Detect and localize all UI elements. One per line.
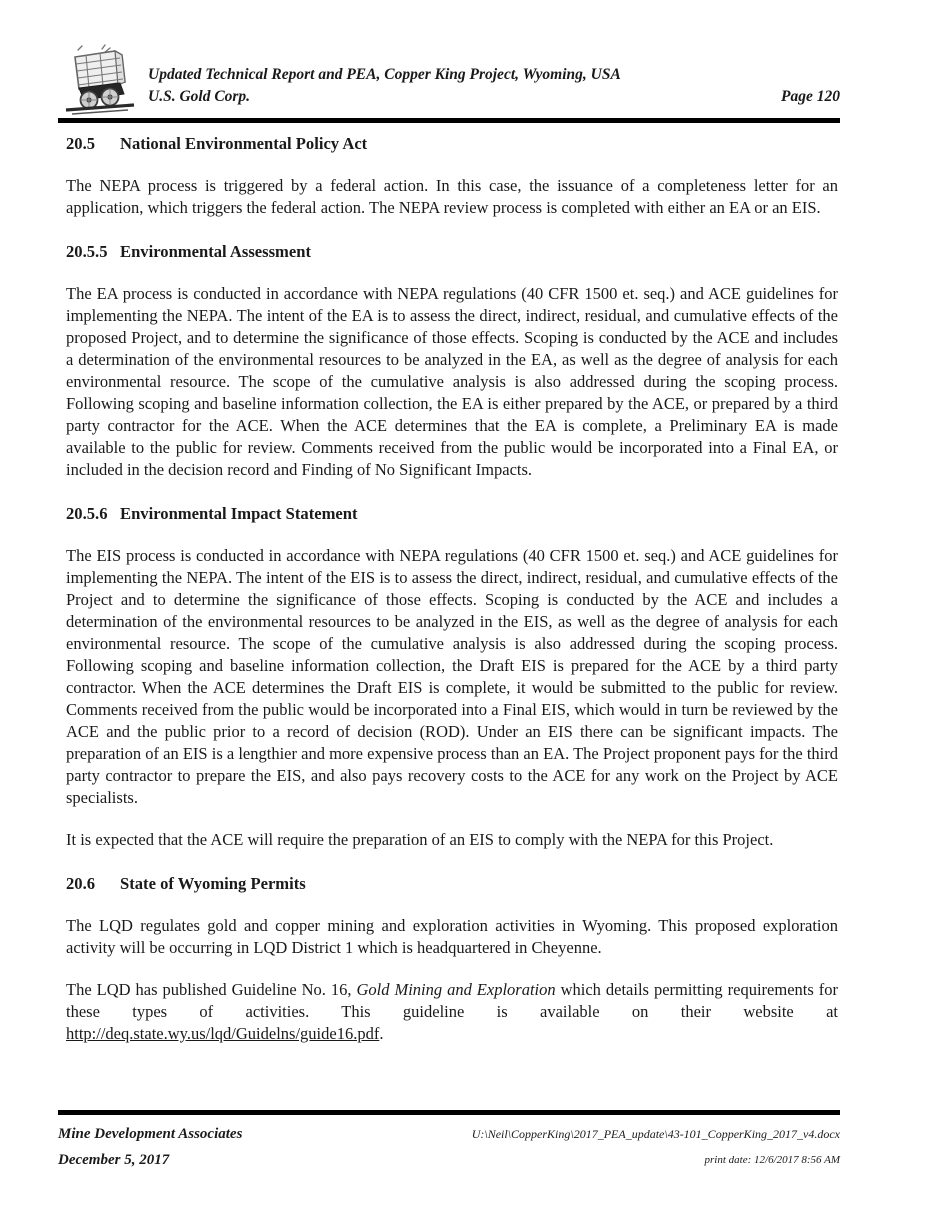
footer-print-date: print date: 12/6/2017 8:56 AM bbox=[704, 1154, 840, 1166]
section-number: 20.5.5 bbox=[66, 242, 108, 261]
page-footer bbox=[58, 1110, 840, 1173]
section-number: 20.5 bbox=[66, 134, 96, 153]
page-header bbox=[58, 44, 840, 123]
company-name: U.S. Gold Corp. bbox=[148, 88, 251, 105]
footer-file-path: U:\Neil\CopperKing\2017_PEA_update\43-101_CopperKing_2017_v4.docx bbox=[471, 1127, 840, 1141]
section-title: State of Wyoming Permits bbox=[120, 874, 306, 893]
paragraph-eis-expectation: It is expected that the ACE will require the preparation of an EIS to comply with the NEPA for this Project. bbox=[66, 830, 774, 849]
document-body bbox=[66, 124, 838, 1045]
section-number: 20.6 bbox=[66, 874, 96, 893]
guideline-text-prefix: The LQD has published Guideline No. 16, bbox=[66, 980, 357, 999]
paragraph-nepa-intro: The NEPA process is triggered by a federal action. In this case, the issuance of a completeness letter for an application, which triggers the federal action. The NEPA review process is completed with either an EA or an EIS. bbox=[66, 176, 838, 217]
paragraph-environmental-impact-statement: The EIS process is conducted in accordance with NEPA regulations (40 CFR 1500 et. seq.) and ACE guidelines for implementing the NEPA. The intent of the EIS is to assess the direct, indirect, residual, and cumulative effects of the Project and to determine the significance of those effects. Scoping is conducted by the ACE and includes a determination of the environmental resources to be analyzed in the EIS, as well as the degree of analysis for each environmental resource. The scope of the cumulative analysis is also addressed during the scoping process. Following scoping and baseline information collection, the Draft EIS is prepared for the ACE by a third party contractor. When the ACE determines the Draft EIS is complete, it would be submitted to the public for review. Comments received from the public would be incorporated into a Final EIS, which would in turn be reviewed by the ACE and the public prior to a record of decision (ROD). Under an EIS there can be significant impacts. The preparation of an EIS is a lengthier and more expensive process than an EA. The Project proponent pays for the third party contractor to prepare the EIS, and also pays recovery costs to the ACE for any work on the Project by ACE specialists. bbox=[66, 546, 838, 807]
mine-cart-logo-icon bbox=[58, 44, 140, 116]
guideline-text-middle: which details permitting requirements for these types of activities. This guideline is available on their website at bbox=[66, 980, 838, 1021]
paragraph-lqd-regulation: The LQD regulates gold and copper mining and exploration activities in Wyoming. This proposed exploration activity will be occurring in LQD District 1 which is headquartered in Cheyenne. bbox=[66, 916, 838, 957]
header-rule bbox=[58, 118, 840, 123]
footer-company: Mine Development Associates bbox=[58, 1126, 243, 1142]
section-heading-20-5-5 bbox=[66, 241, 838, 263]
footer-date: December 5, 2017 bbox=[58, 1152, 170, 1168]
section-number: 20.5.6 bbox=[66, 504, 108, 523]
footer-rule bbox=[58, 1110, 840, 1115]
section-heading-20-5-6 bbox=[66, 503, 838, 525]
page-number: Page 120 bbox=[781, 88, 840, 105]
section-title: National Environmental Policy Act bbox=[120, 134, 368, 153]
report-title: Updated Technical Report and PEA, Copper King Project, Wyoming, USA bbox=[148, 66, 621, 83]
section-title: Environmental Assessment bbox=[120, 242, 311, 261]
paragraph-guideline-16 bbox=[66, 979, 838, 1045]
section-heading-20-5 bbox=[66, 133, 838, 155]
guideline-url-link[interactable]: http://deq.state.wy.us/lqd/Guidelns/guide16.pdf bbox=[66, 1024, 380, 1043]
section-title: Environmental Impact Statement bbox=[120, 504, 358, 523]
section-heading-20-6 bbox=[66, 873, 838, 895]
guideline-text-suffix: . bbox=[379, 1024, 384, 1043]
guideline-document-title: Gold Mining and Exploration bbox=[356, 980, 556, 999]
paragraph-environmental-assessment: The EA process is conducted in accordance with NEPA regulations (40 CFR 1500 et. seq.) and ACE guidelines for implementing the NEPA. The intent of the EA is to assess the direct, indirect, residual, and cumulative effects of the proposed Project, and to determine the significance of those effects. Scoping is conducted by the ACE and includes a determination of the environmental resources to be analyzed in the EA, as well as the degree of analysis for each environmental resource. The scope of the cumulative analysis is also addressed during the scoping process. Following scoping and baseline information collection, the EA is either prepared by the ACE, or prepared by a third party contractor for the ACE. When the ACE determines that the EA is complete, a Preliminary EA is made available to the public for review. Comments received from the public would be incorporated into a Final EA, or included in the decision record and Finding of No Significant Impacts. bbox=[66, 284, 838, 479]
